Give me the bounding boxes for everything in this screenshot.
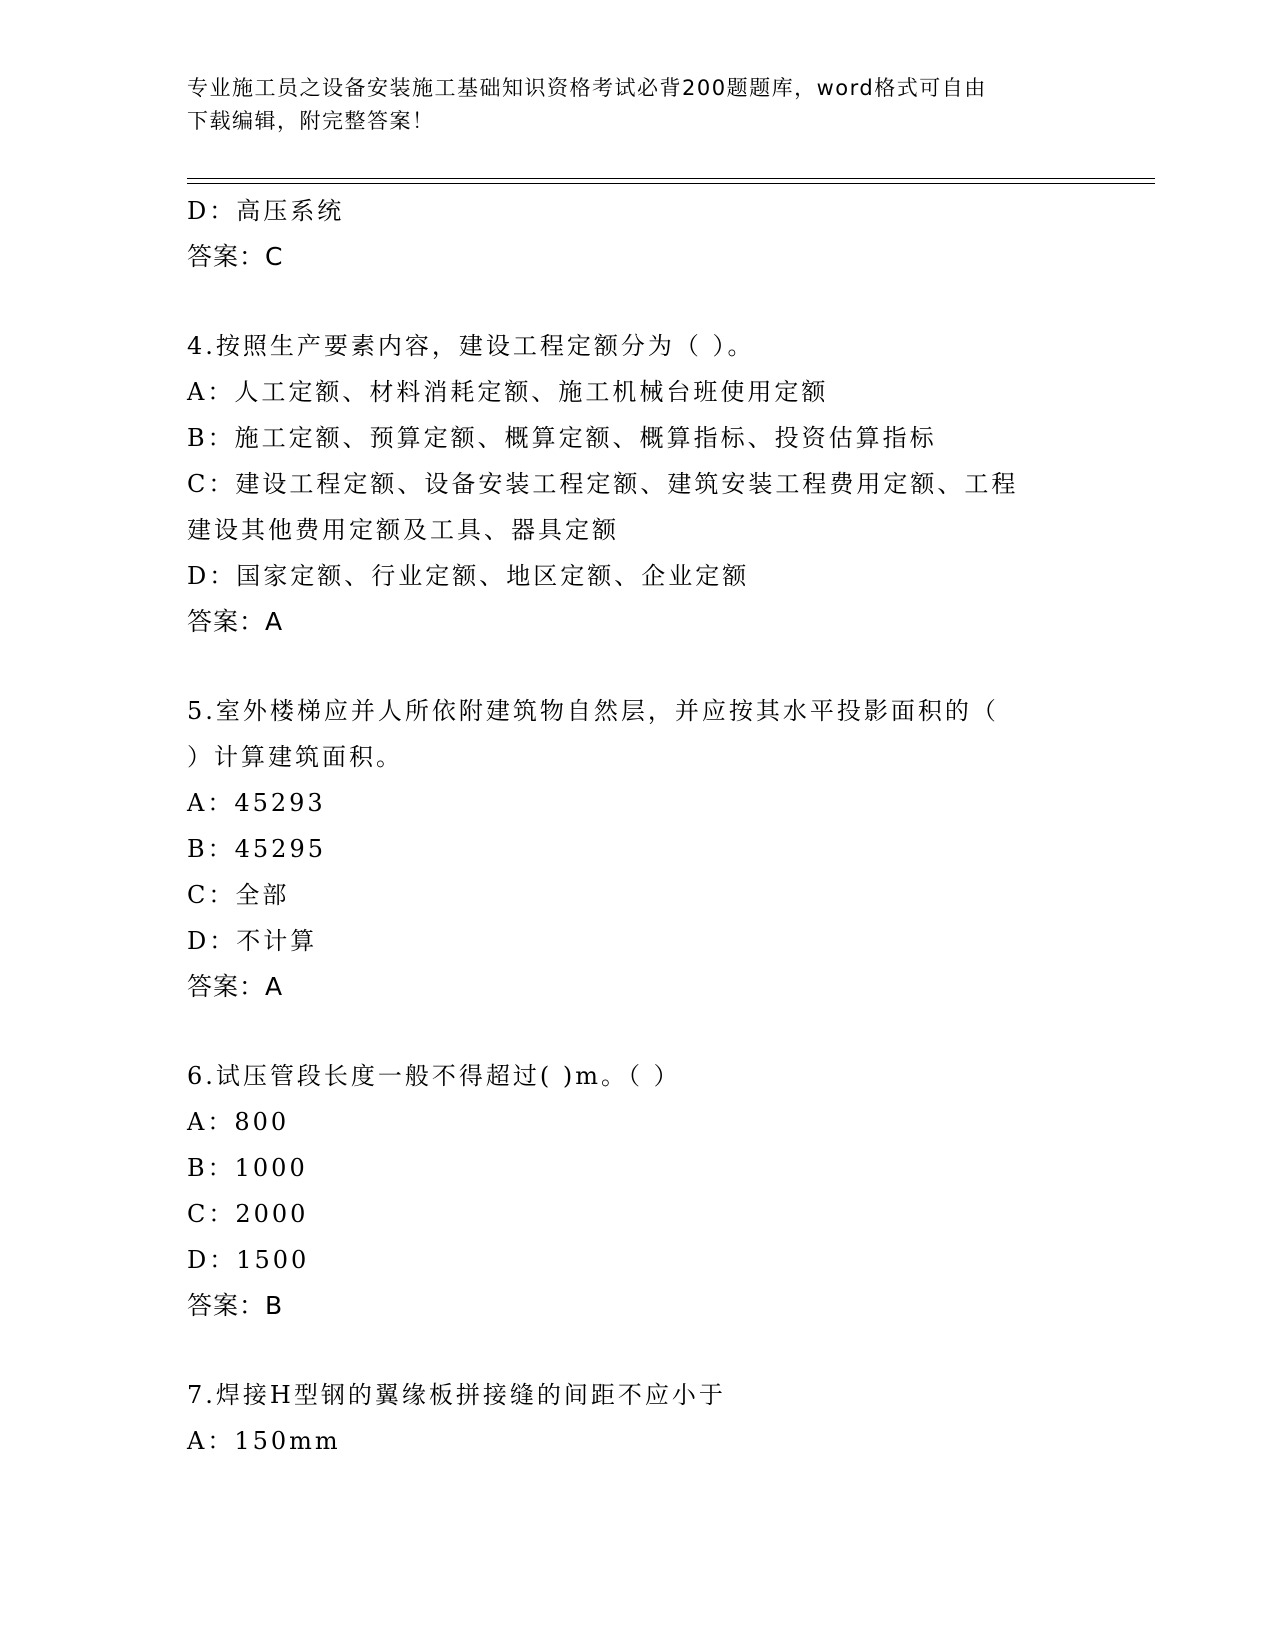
block-spacer [187,1010,1087,1053]
option-line: A：150mm [187,1427,341,1455]
question-list [187,188,1087,1464]
question-text-continued: ）计算建筑面积。 [187,743,403,771]
option-line: A：45293 [187,789,326,817]
question-block [187,688,1087,1010]
question-block [187,1372,1087,1464]
answer-line: 答案：B [187,1291,284,1320]
block-spacer [187,645,1087,688]
document-header [187,72,1087,138]
question-text: 6.试压管段长度一般不得超过( )m。（ ） [187,1062,681,1090]
question-block [187,188,1087,280]
option-line: C：建设工程定额、设备安装工程定额、建筑安装工程费用定额、工程 [187,470,1019,498]
option-line: D：1500 [187,1246,310,1274]
block-spacer [187,280,1087,323]
question-text: 5.室外楼梯应并人所依附建筑物自然层，并应按其水平投影面积的（ [187,697,999,725]
header-line-1: 专业施工员之设备安装施工基础知识资格考试必背200题题库，word格式可自由 [187,76,987,100]
question-block [187,323,1087,645]
option-line: D：不计算 [187,927,318,955]
header-rule-top [187,178,1155,179]
question-text: 7.焊接H型钢的翼缘板拼接缝的间距不应小于 [187,1381,726,1409]
option-line: C：全部 [187,881,290,909]
option-line: C：2000 [187,1200,309,1228]
question-text: 4.按照生产要素内容，建设工程定额分为（ ）。 [187,332,755,360]
question-block [187,1053,1087,1329]
option-line: D：国家定额、行业定额、地区定额、企业定额 [187,562,750,590]
option-line: D：高压系统 [187,197,345,225]
answer-line: 答案：A [187,607,284,636]
option-line: B：1000 [187,1154,308,1182]
answer-line: 答案：A [187,972,284,1001]
header-rule-bottom [187,183,1155,184]
option-line: B：施工定额、预算定额、概算定额、概算指标、投资估算指标 [187,424,937,452]
option-line: A：800 [187,1108,290,1136]
option-line-continued: 建设其他费用定额及工具、器具定额 [187,516,619,544]
block-spacer [187,1329,1087,1372]
answer-line: 答案：C [187,242,284,271]
option-line: B：45295 [187,835,326,863]
header-line-2: 下载编辑，附完整答案！ [187,109,435,133]
option-line: A：人工定额、材料消耗定额、施工机械台班使用定额 [187,378,829,406]
